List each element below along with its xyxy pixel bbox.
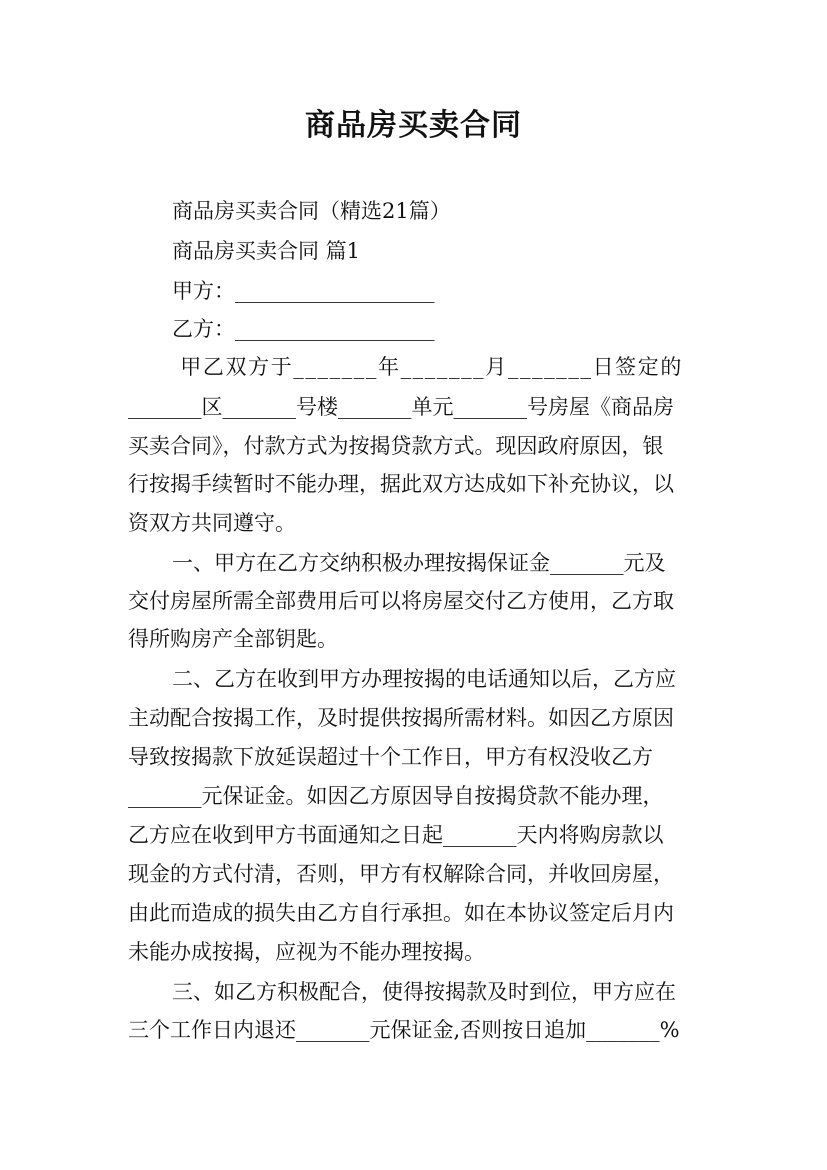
paragraph-line: 乙方应在收到甲方书面通知之日起_______天内将购房款以 [128, 823, 664, 847]
paragraph-line: 导致按揭款下放延误超过十个工作日，甲方有权没收乙方 [128, 745, 653, 769]
subtitle-line: 商品房买卖合同（精选21篇） [172, 199, 451, 223]
party-a-line: 甲方：___________________ [172, 279, 435, 303]
paragraph-line: 未能办成按揭，应视为不能办理按揭。 [128, 940, 485, 964]
paragraph-line: 交付房屋所需全部费用后可以将房屋交付乙方使用，乙方取 [128, 589, 674, 613]
paragraph-line: 二、乙方在收到甲方办理按揭的电话通知以后，乙方应 [172, 667, 676, 691]
document-title: 商品房买卖合同 [305, 108, 522, 143]
paragraph-line: 资双方共同遵守。 [128, 511, 296, 535]
paragraph-line: 由此而造成的损失由乙方自行承担。如在本协议签定后月内 [128, 901, 674, 925]
paragraph-line: 三个工作日内退还_______元保证金,否则按日追加_______% [128, 1018, 680, 1042]
section-heading: 商品房买卖合同 篇1 [172, 239, 361, 263]
paragraph-line: 主动配合按揭工作，及时提供按揭所需材料。如因乙方原因 [128, 706, 674, 730]
paragraph-line: 行按揭手续暂时不能办理，据此双方达成如下补充协议，以 [128, 472, 674, 496]
paragraph-line: 一、甲方在乙方交纳积极办理按揭保证金_______元及 [172, 551, 666, 575]
paragraph-line: 得所购房产全部钥匙。 [128, 627, 338, 651]
paragraph-line: 买卖合同》，付款方式为按揭贷款方式。现因政府原因，银 [128, 434, 664, 458]
paragraph-line: 甲乙双方于_______年_______月_______日签定的 [172, 355, 683, 379]
paragraph-line: _______区_______号楼_______单元_______号房屋《商品房 [128, 395, 674, 419]
party-b-line: 乙方：___________________ [172, 317, 435, 341]
paragraph-line: _______元保证金。如因乙方原因导自按揭贷款不能办理， [128, 784, 664, 808]
paragraph-line: 三、如乙方积极配合，使得按揭款及时到位，甲方应在 [172, 980, 676, 1004]
paragraph-line: 现金的方式付清，否则，甲方有权解除合同，并收回房屋， [128, 862, 674, 886]
